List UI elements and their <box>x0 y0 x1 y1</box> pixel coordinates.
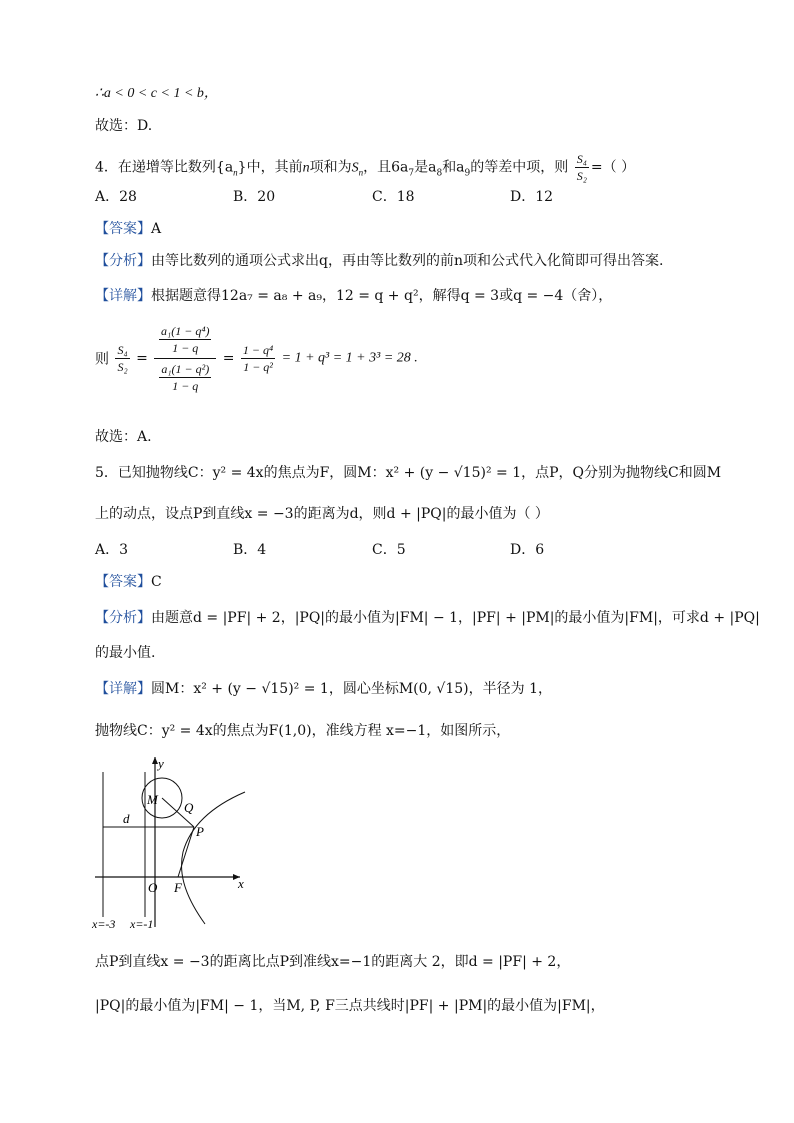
text-line-conclusion: ∴a < 0 < c < 1 < b， <box>95 86 218 101</box>
label-f: F <box>174 880 182 895</box>
label-p: P <box>196 824 204 839</box>
option-a-q4: A．28 <box>95 189 137 205</box>
ratio-fraction: $\frac{\text{S₄}}{\text{S₂}}$ <box>576 152 587 183</box>
option-b-q4: B．20 <box>233 189 276 205</box>
label-x-minus-1: x=-1 <box>130 917 154 931</box>
label-x: x <box>238 876 244 891</box>
detail-5-line-2: 抛物线C：y² = 4x的焦点为F(1,0)，准线方程 x=−1，如图所示， <box>95 723 511 739</box>
detail-5-line-4: |PQ|的最小值为|FM| − 1，当M, P, F三点共线时|PF| + |PM|的最小值为|FM|， <box>95 998 605 1014</box>
option-c-q4: C．18 <box>372 189 415 205</box>
question-5-line-1: 5．已知抛物线C：y² = 4x的焦点为F，圆M：x² + (y − √15)² = 1，点P，Q分别为抛物线C和圆M <box>95 465 722 481</box>
detail-5: 【详解】圆M：x² + (y − √15)² = 1，圆心坐标M(0, √15)，半径为 1， <box>95 681 552 697</box>
option-c-q5: C．5 <box>372 542 406 558</box>
analysis-5-cont: 的最小值. <box>95 645 156 661</box>
label-o: O <box>148 880 158 895</box>
compound-fraction: $\frac{\frac{\text{a₁(1 − q⁴)}}{1 - q}}{\frac{\text{a₁(1 − q²)}}{1 - q}}$ <box>154 323 216 394</box>
answer-5: 【答案】C <box>95 574 162 590</box>
detail-4: 【详解】根据题意得12a₇ = a₈ + a₉，12 = q + q²，解得q = 3或q = −4（舍）， <box>95 288 613 304</box>
label-y: y <box>158 756 164 771</box>
label-m: M <box>147 792 158 807</box>
text-line-choose-d: 故选：D. <box>95 118 153 134</box>
label-x-minus-3: x=-3 <box>92 917 116 931</box>
option-d-q5: D．6 <box>510 542 545 558</box>
analysis-5: 【分析】由题意d = |PF| + 2，|PQ|的最小值为|FM| − 1，|PF| + |PM|的最小值为|FM|，可求d + |PQ| <box>95 610 760 626</box>
detail-4-formula: 则 $\frac{\text{S₄}}{\text{S₂}}$ = $\frac{\frac{\text{a₁(1 − q⁴)}}{1 - q}}{\frac{\text{a₁(1 − q²)}}{1 - q}}$ = $\frac{\text{1 − q⁴}}{\text{1 − q²}}$ = 1 + q³ = 1 + 3³ = 28 . <box>95 324 418 393</box>
answer-4: 【答案】A <box>95 221 162 237</box>
label-q: Q <box>184 800 194 815</box>
option-b-q5: B．4 <box>233 542 267 558</box>
label-d: d <box>123 811 130 826</box>
option-d-q4: D．12 <box>510 189 554 205</box>
option-a-q5: A．3 <box>95 542 129 558</box>
question-5-line-2: 上的动点，设点P到直线x = −3的距离为d，则d + |PQ|的最小值为（ ） <box>95 506 549 522</box>
detail-5-line-3: 点P到直线x = −3的距离比点P到准线x=−1的距离大 2，即d = |PF| + 2， <box>95 954 571 970</box>
parabola-circle-figure <box>90 752 255 932</box>
text-line-choose-a: 故选：A. <box>95 429 152 445</box>
question-4: 4．在递增等比数列$\{a_n\}$中，其前n项和为$S_n$，且$6a_7$是$a_8$和$a_9$的等差中项，则 $\frac{\text{S₄}}{\text{S₂}}$ =（ ） <box>95 152 636 183</box>
simplified-fraction: $\frac{\text{1 − q⁴}}{\text{1 − q²}}$ <box>242 343 274 374</box>
analysis-4: 【分析】由等比数列的通项公式求出q，再由等比数列的前n项和公式代入化简即可得出答案. <box>95 253 664 269</box>
s4-over-s2: $\frac{\text{S₄}}{\text{S₂}}$ <box>117 343 128 374</box>
